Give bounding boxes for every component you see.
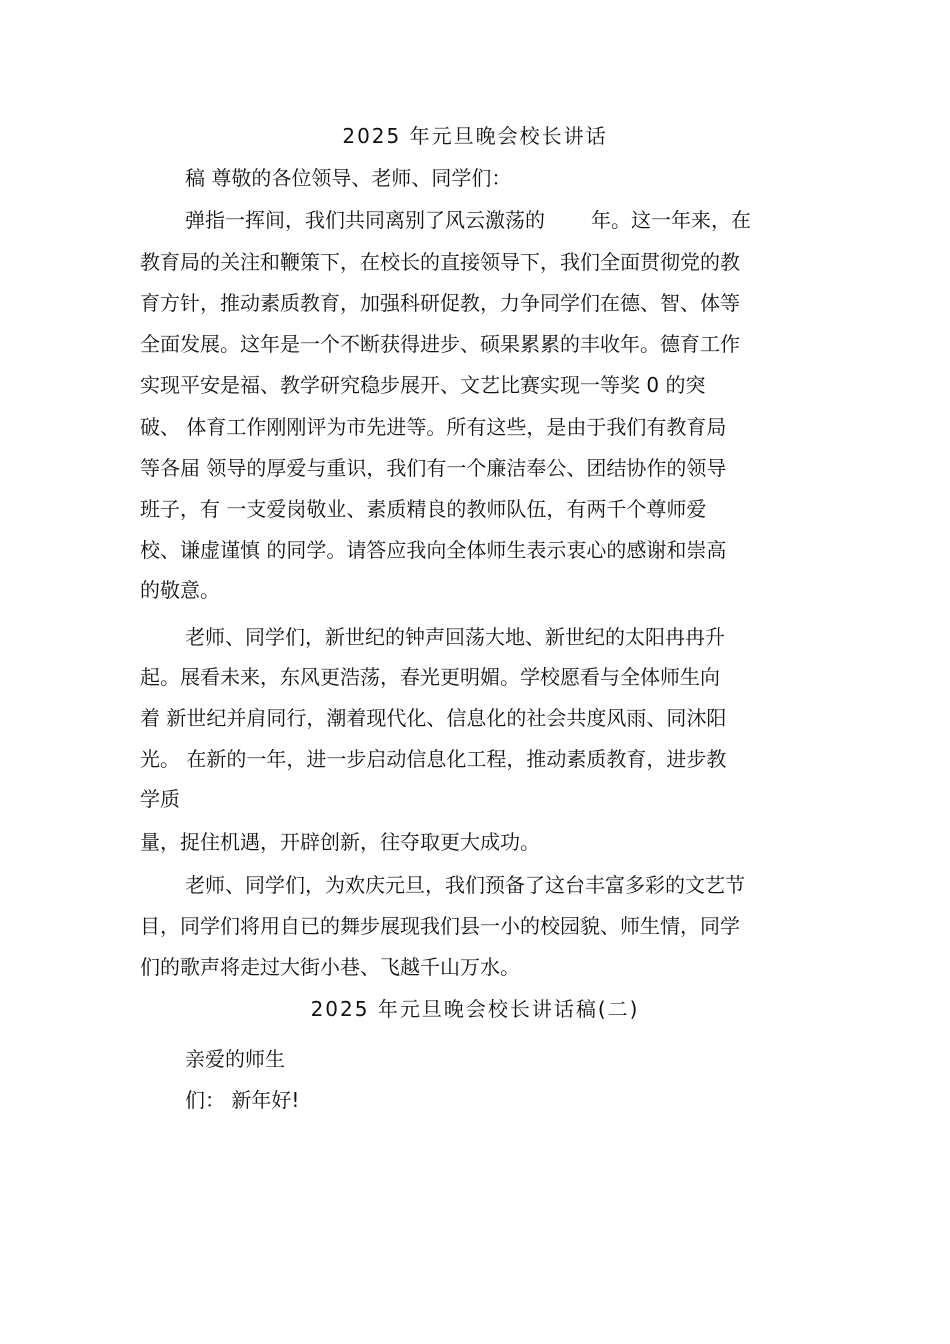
paragraph1-line9: 校、谦虚谨慎 的同学。请答应我向全体师生表示衷心的感谢和崇高 <box>140 538 727 562</box>
paragraph2-line6: 量，捉住机遇，开辟创新，往夺取更大成功。 <box>140 830 540 854</box>
paragraph2-line2: 起。展看未来，东风更浩荡，春光更明媚。学校愿看与全体师生向 <box>140 665 720 689</box>
paragraph2-line5: 学质 <box>140 787 180 811</box>
paragraph2-line1: 老师、同学们，新世纪的钟声回荡大地、新世纪的太阳冉冉升 <box>185 625 725 649</box>
paragraph4-line2: 们： 新年好! <box>185 1088 300 1112</box>
paragraph3-line3: 们的歌声将走过大街小巷、飞越千山万水。 <box>140 955 520 979</box>
paragraph3-line2: 目，同学们将用自已的舞步展现我们县一小的校园貌、师生情，同学 <box>140 914 740 938</box>
paragraph1-line1-part-a: 弹指一挥间，我们共同离别了风云激荡的 <box>185 208 545 232</box>
paragraph1-line4: 全面发展。这年是一个不断获得进步、硕果累累的丰收年。德育工作 <box>140 332 740 356</box>
paragraph2-line3: 着 新世纪并肩同行，潮着现代化、信息化的社会共度风雨、同沐阳 <box>140 706 727 730</box>
paragraph2-line4: 光。 在新的一年，进一步启动信息化工程，推动素质教育，进步教 <box>140 747 727 771</box>
paragraph3-line1: 老师、同学们，为欢庆元旦，我们预备了这台丰富多彩的文艺节 <box>185 873 745 897</box>
paragraph4-line1: 亲爱的师生 <box>185 1047 285 1071</box>
paragraph1-line5: 实现平安是福、教学研究稳步展开、文艺比赛实现一等奖 0 的突 <box>140 373 706 397</box>
paragraph1-line6: 破、 体育工作刚刚评为市先进等。所有这些，是由于我们有教育局 <box>140 415 727 439</box>
paragraph1-line2: 教育局的关注和鞭策下，在校长的直接领导下，我们全面贯彻党的教 <box>140 250 740 274</box>
paragraph1-line1 <box>185 205 751 235</box>
paragraph1-line3: 育方针，推动素质教育，加强科研促教，力争同学们在德、智、体等 <box>140 291 740 315</box>
paragraph1-line1-part-b: 年。这一年来，在 <box>591 208 751 232</box>
document-title: 2025 年元旦晚会校长讲话 <box>342 124 608 148</box>
salutation-line: 稿 尊敬的各位领导、老师、同学们： <box>185 166 512 190</box>
paragraph1-line8: 班子，有 一支爱岗敬业、素质精良的教师队伍，有两千个尊师爱 <box>140 497 707 521</box>
paragraph1-line10: 的敬意。 <box>140 578 220 602</box>
document-subtitle: 2025 年元旦晚会校长讲话稿(二) <box>310 997 640 1021</box>
paragraph1-line7: 等各届 领导的厚爱与重识，我们有一个廉洁奉公、团结协作的领导 <box>140 456 727 480</box>
